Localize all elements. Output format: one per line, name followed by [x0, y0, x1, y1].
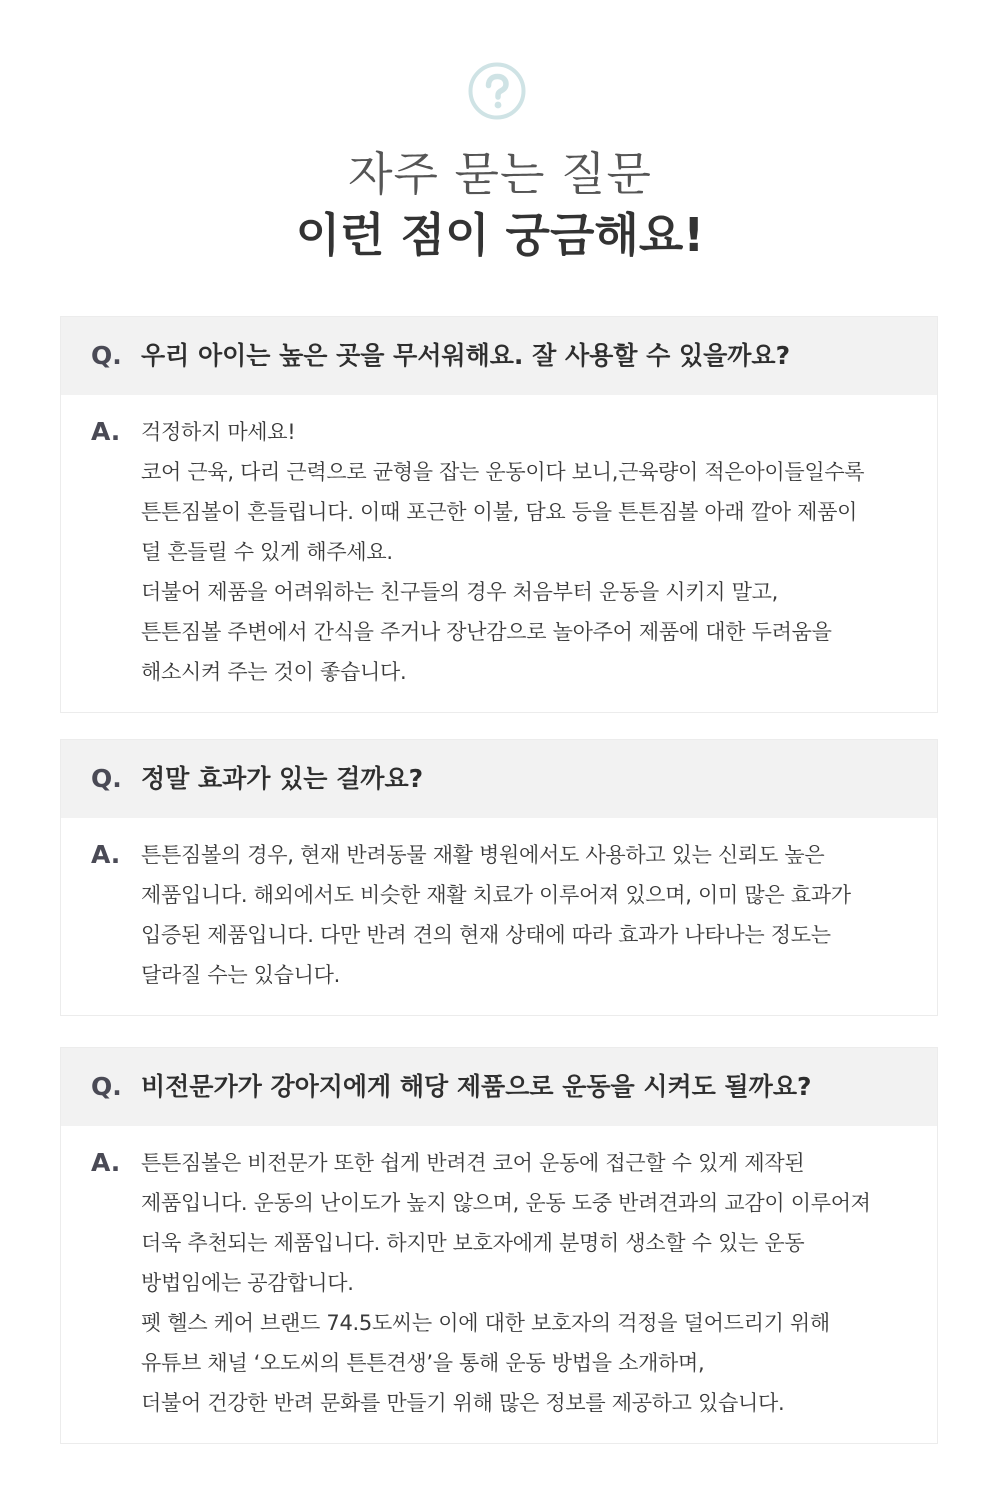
answer-line: 튼튼짐볼은 비전문가 또한 쉽게 반려견 코어 운동에 접근할 수 있게 제작된: [141, 1151, 805, 1175]
faq-item-1: [60, 316, 938, 713]
answer-marker: A.: [91, 417, 121, 446]
answer-line: 방법임에는 공감합니다.: [141, 1271, 354, 1295]
answer-line: 튼튼짐볼의 경우, 현재 반려동물 재활 병원에서도 사용하고 있는 신뢰도 높은: [141, 843, 825, 867]
question-text: 정말 효과가 있는 걸까요?: [141, 764, 424, 793]
faq-title: 이런 점이 궁금해요!: [295, 208, 705, 262]
question-row: [61, 740, 937, 818]
answer-line: 입증된 제품입니다. 다만 반려 견의 현재 상태에 따라 효과가 나타나는 정도는: [141, 923, 831, 947]
question-text: 우리 아이는 높은 곳을 무서워해요. 잘 사용할 수 있을까요?: [141, 341, 791, 370]
answer-line: 걱정하지 마세요!: [141, 420, 296, 444]
answer-line: 해소시켜 주는 것이 좋습니다.: [141, 660, 407, 684]
question-circle-icon: [468, 62, 526, 120]
answer-line: 코어 근육, 다리 근력으로 균형을 잡는 운동이다 보니,근육량이 적은아이들일수록: [141, 460, 865, 484]
question-row: [61, 317, 937, 395]
answer-row: [61, 395, 937, 712]
answer-line: 튼튼짐볼이 흔들립니다. 이때 포근한 이불, 담요 등을 튼튼짐볼 아래 깔아 제품이: [141, 500, 858, 524]
answer-line: 더불어 건강한 반려 문화를 만들기 위해 많은 정보를 제공하고 있습니다.: [141, 1391, 785, 1415]
answer-line: 유튜브 채널 ‘오도씨의 튼튼견생’을 통해 운동 방법을 소개하며,: [141, 1351, 705, 1375]
answer-row: [61, 1126, 937, 1443]
answer-row: [61, 818, 937, 1015]
answer-line: 제품입니다. 해외에서도 비슷한 재활 치료가 이루어져 있으며, 이미 많은 효과가: [141, 883, 851, 907]
answer-line: 더불어 제품을 어려워하는 친구들의 경우 처음부터 운동을 시키지 말고,: [141, 580, 778, 604]
answer-marker: A.: [91, 840, 121, 869]
answer-line: 덜 흔들릴 수 있게 해주세요.: [141, 540, 393, 564]
question-marker: Q.: [91, 1072, 122, 1101]
answer-line: 달라질 수는 있습니다.: [141, 963, 340, 987]
question-marker: Q.: [91, 341, 122, 370]
faq-item-2: [60, 739, 938, 1016]
question-text: 비전문가가 강아지에게 해당 제품으로 운동을 시켜도 될까요?: [141, 1072, 812, 1101]
answer-line: 제품입니다. 운동의 난이도가 높지 않으며, 운동 도중 반려견과의 교감이 이루어져: [141, 1191, 871, 1215]
faq-subtitle: 자주 묻는 질문: [348, 147, 652, 201]
answer-line: 더욱 추천되는 제품입니다. 하지만 보호자에게 분명히 생소할 수 있는 운동: [141, 1231, 805, 1255]
faq-item-3: [60, 1047, 938, 1444]
answer-line: 튼튼짐볼 주변에서 간식을 주거나 장난감으로 놀아주어 제품에 대한 두려움을: [141, 620, 832, 644]
question-marker: Q.: [91, 764, 122, 793]
answer-marker: A.: [91, 1148, 121, 1177]
answer-line: 펫 헬스 케어 브랜드 74.5도씨는 이에 대한 보호자의 걱정을 덜어드리기 위해: [141, 1311, 830, 1335]
question-row: [61, 1048, 937, 1126]
